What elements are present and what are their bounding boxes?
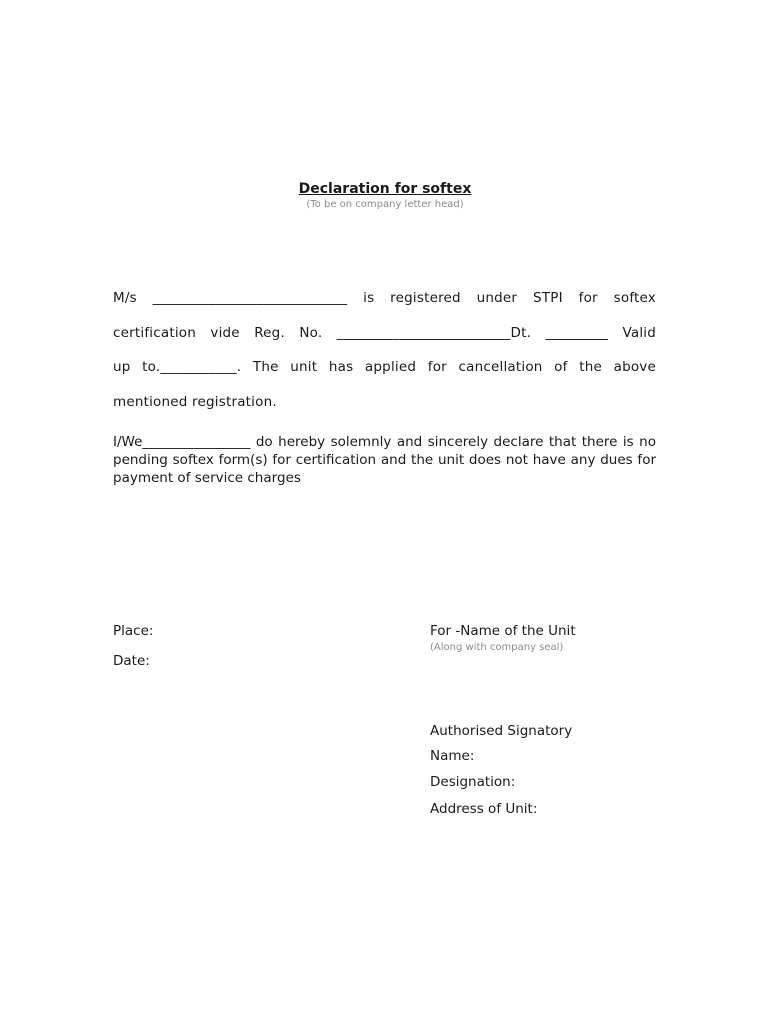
registration-line-3: up to.___________. The unit has applied for cancellation of the above <box>113 359 656 375</box>
company-seal-note: (Along with company seal) <box>430 642 564 653</box>
authorised-signatory-label: Authorised Signatory <box>430 723 573 739</box>
signatory-name-label: Name: <box>430 748 475 764</box>
place-label: Place: <box>113 623 154 639</box>
designation-label: Designation: <box>430 774 516 790</box>
registration-paragraph <box>113 281 656 419</box>
date-label: Date: <box>113 653 150 669</box>
declaration-paragraph: I/We________________ do hereby solemnly and sincerely declare that there is no pending softex form(s) for certification and the unit does not have any dues for payment of service charges <box>113 434 656 486</box>
registration-line-1: M/s ____________________________ is registered under STPI for softex <box>113 290 656 306</box>
document-subtitle: (To be on company letter head) <box>306 199 464 210</box>
registration-line-4: mentioned registration. <box>113 393 277 410</box>
unit-name-label: For -Name of the Unit <box>430 623 576 639</box>
registration-line-2: certification vide Reg. No. _________________________Dt. _________ Valid <box>113 324 656 341</box>
unit-address-label: Address of Unit: <box>430 801 538 817</box>
document-title: Declaration for softex <box>298 181 472 197</box>
